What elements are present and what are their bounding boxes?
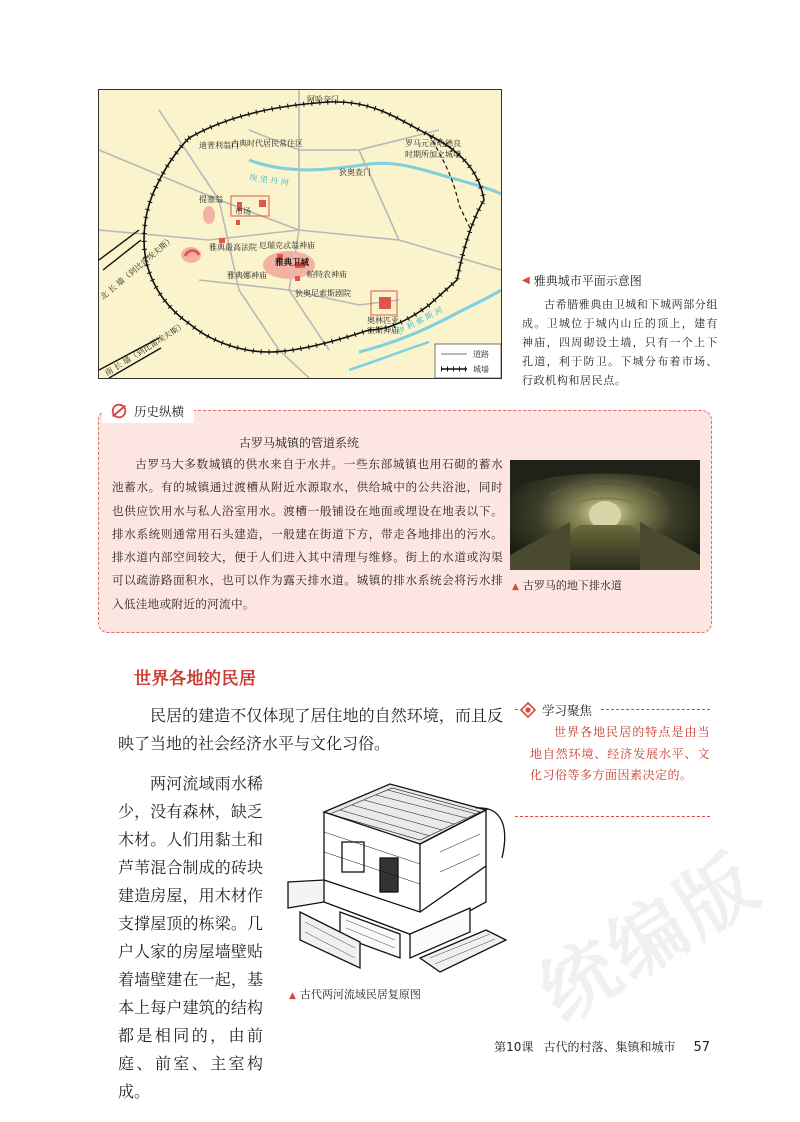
focus-target-icon: [520, 702, 536, 718]
caption-triangle-icon: ◀: [522, 275, 530, 286]
map-legend: [435, 344, 501, 378]
label-olympieion-2: 宙斯神庙: [367, 326, 399, 335]
intro-paragraph: 民居的建造不仅体现了居住地的自然环境，而且反映了当地的社会经济水平与文化习俗。: [118, 706, 503, 753]
house-drawing: [280, 762, 512, 978]
river-branch: [349, 342, 429, 370]
watermark: 统编版: [524, 836, 776, 1039]
hill: [203, 206, 215, 224]
map-caption-title: 雅典城市平面示意图: [533, 274, 642, 288]
label-dionysus: 狄奥尼索斯剧院: [295, 289, 351, 298]
label-gate-acharnian: 阿哈奈门: [307, 95, 339, 104]
history-text: 古罗马大多数城镇的供水来自于水井。一些东部城镇也用石砌的蓄水池蓄水。有的城镇通过渡槽从附近水源取水，供给城中的公共浴池，同时也供应饮用水与私人浴室用水。渡槽一般铺设在地面或埋设在地表以下。排水系统则通常用石头建造，一般建在街道下方，带走各地排出的污水。排水道内部空间较大，便于人们进入其中清理与维修。街上的水道或沟渠可以疏游路面积水，也可以作为露天排水道。城镇的排水系统会将污水排入低洼地或附近的河流中。: [112, 457, 503, 611]
drain-photo-caption-text: 古罗马的地下排水道: [522, 579, 622, 592]
footer-lesson-title: 古代的村落、集镇和城市: [543, 1040, 676, 1054]
drain-photo-svg: [510, 460, 700, 570]
label-river-1: 埃 里 丹 河: [248, 173, 290, 188]
drain-photo-caption: [512, 577, 622, 593]
label-gate-dipylon: 迪普利翁门: [199, 141, 239, 150]
river-eridanos: [249, 160, 501, 194]
map-caption-title-row: [522, 272, 718, 289]
athens-map-svg: [99, 90, 501, 378]
history-tab-title: 历史纵横: [134, 404, 185, 419]
caption-triangle-icon: ▲: [289, 991, 296, 1001]
label-residential: 古典时代居民常住区: [231, 139, 303, 148]
label-agora: 市场: [235, 207, 251, 216]
label-acropolis: 雅典卫城: [275, 258, 310, 268]
history-heading: 古罗马城镇的管道系统: [238, 436, 359, 450]
drain-photo: [510, 460, 700, 570]
footer-lesson: 第10课: [494, 1040, 534, 1054]
label-gate-diochares: 狄奥查门: [339, 168, 371, 177]
label-river-2: 伊 利 索 斯 河: [395, 305, 445, 337]
history-scroll-icon: [110, 402, 128, 420]
body-paragraph: 两河流域雨水稀少，没有森林，缺乏木材。人们用黏土和芦苇混合制成的砖块建造房屋，用木材作支撑屋顶的栋梁。几户人家的房屋墙壁贴着墙壁建在一起，基本上每户建筑的结构都是相同的，由前庭、前室、主室构成。: [118, 774, 263, 1101]
label-parthenon: 帕特农神庙: [307, 270, 347, 279]
label-areopagus: 雅典最高法院: [209, 243, 257, 252]
page-number: 57: [693, 1040, 710, 1055]
legend-road-label: 道路: [473, 350, 489, 359]
label-hephaisteion: 雅典娜神庙: [227, 271, 267, 280]
label-erechtheion: 厄瑞克忒翁神庙: [259, 241, 315, 250]
page-footer: [494, 1038, 710, 1055]
label-roman-wall-1: 罗马元首哈德良: [405, 139, 461, 148]
map-caption: [522, 272, 718, 390]
focus-divider-bottom: [515, 816, 710, 817]
section-title: 世界各地的民居: [134, 669, 257, 689]
label-olympieion-1: 奥林匹亚: [367, 316, 399, 325]
history-tab: [102, 399, 194, 423]
focus-text: 世界各地民居的特点是由当地自然环境、经济发展水平、文化习俗等多方面因素决定的。: [530, 725, 710, 782]
legend-wall-label: 城墙: [473, 365, 489, 374]
house-caption: [289, 986, 421, 1002]
label-roman-wall-2: 时期所加之城墙: [405, 150, 461, 159]
house-caption-text: 古代两河流域民居复原图: [299, 988, 421, 1001]
caption-triangle-icon: ▲: [512, 582, 519, 592]
label-kerameikos: 提塞翁: [199, 195, 223, 204]
athens-map: [98, 89, 502, 379]
house-drawing-svg: [280, 762, 512, 978]
label-south-long-wall: 南 长 墙（到比雷埃夫斯）: [103, 320, 188, 378]
label-north-long-wall: 北 长 墙（到比雷埃夫斯）: [99, 234, 176, 302]
focus-tab-title: 学习聚焦: [542, 703, 593, 718]
map-caption-description: 古希腊雅典由卫城和下城两部分组成。卫城位于城内山丘的顶上，建有神庙，四周砌设土墙，只有一个上下孔道，利于防卫。下城分布着市场、行政机构和居民点。: [522, 298, 718, 387]
focus-tab: [518, 700, 600, 720]
